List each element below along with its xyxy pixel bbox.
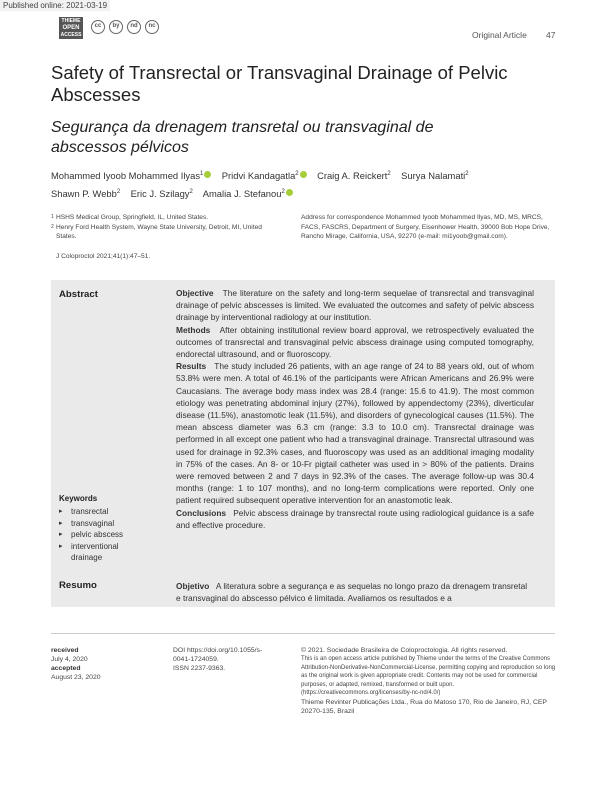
author-list	[51, 166, 561, 202]
logo-line: THIEME	[61, 18, 81, 24]
cc-icon: cc	[91, 20, 105, 34]
journal-reference: J Coloproctol 2021;41(1):47–51.	[56, 253, 151, 260]
author: Pridvi Kandagatla$^2$	[222, 170, 307, 181]
thieme-open-access-logo	[59, 17, 83, 39]
article-title: Safety of Transrectal or Transvaginal Drainage of Pelvic Abscesses	[51, 62, 508, 105]
cc-by-icon: by	[109, 20, 123, 34]
abstract-text	[176, 287, 534, 531]
abstract-section: Methods After obtaining institutional review board approval, we retrospectively evaluated the outcomes of transrectal and transvaginal pelvic abscess drainage using computed tomography, endorectal ultrasound, and or fluoroscopy.	[176, 324, 534, 360]
logo-line: OPEN	[62, 25, 80, 31]
issn: ISSN 2237-9363.	[173, 665, 226, 672]
footer-divider	[51, 633, 555, 634]
keywords-label: Keywords	[59, 494, 98, 503]
keyword: ▸ interventional drainage	[59, 541, 141, 564]
received-date: July 4, 2020	[51, 656, 88, 663]
author: Surya Nalamati$^2$	[401, 170, 469, 182]
abstract-section: Results The study included 26 patients, with an age range of 24 to 88 years old, out of whom 53.8% were men. A total of 46.1% of the participants were African Americans and 26.9% were Caucasians. The average body mass index was 28.4 (range: 15.6 to 41.9). The most common etiology was penetrating abdominal injury (27%), followed by appendectomy (23%), diverticular disease (11.5%), anastomotic leak (11.5%), and disorders of gynecological causes (11.5%). The mean abscess diameter was 6.3 cm (range: 3.3 to 10.0 cm). Transrectal drainage was performed in all except one patient who had a transvaginal drainage. Transrectal ultrasound was used for drainage in 92.3% cases, and fluoroscopy was used as an additional imaging modality in 75% of the cases. An 8- or 10-Fr pigtail catheter was used in > 80% of the patients. Drains were removed between 2 and 7 days in 92.3% of the cases. The average follow-up was 30.4 months (range: 1 to 107 months), and no long-term complications were reported. Only one patient required subsequent operative intervention for an anastomotic leak.	[176, 361, 534, 506]
keyword: ▸ transrectal	[59, 506, 141, 518]
article-subtitle: Segurança da drenagem transretal ou transvaginal de abscessos pélvicos	[51, 119, 434, 156]
resumo-text: Objetivo A literatura sobre a segurança e as sequelas no longo prazo da drenagem transretal e transvaginal do abscesso pélvico é limitada. Avaliamos os resultados e a	[176, 581, 528, 604]
doi-block: DOI https://doi.org/10.1055/s-0041-1724059. ISSN 2237-9363.	[173, 646, 273, 673]
orcid-icon[interactable]	[204, 171, 211, 178]
author: Mohammed Iyoob Mohammed Ilyas$^1$	[51, 170, 211, 181]
orcid-icon[interactable]	[286, 189, 293, 196]
resumo-label: Resumo	[59, 580, 97, 591]
abstract-section: Conclusions Pelvic abscess drainage by transrectal route using radiological guidance is a safe and effective procedure.	[176, 507, 534, 530]
author: Eric J. Szilagy$^2$	[130, 188, 193, 200]
affiliation: HSHS Medical Group, Springfield, IL, United States.	[56, 214, 209, 221]
correspondence: Address for correspondence Mohammed Iyoob Mohammed Ilyas, MD, MS, MRCS, FACS, FASCRS, Department of Surgery, Eisenhower Health, 39000 Bob Hope Drive, Rancho Mirage, California, USA, 92270 (e-mail: mi1yoob@gmail.com).	[301, 214, 550, 240]
section-label: Original Article	[472, 30, 527, 40]
published-date: Published online: 2021-03-19	[0, 0, 110, 11]
page-number: 47	[546, 30, 556, 40]
publisher-address: Thieme Revinter Publicações Ltda., Rua do Matoso 170, Rio de Janeiro, RJ, CEP 20270-135, Brazil	[301, 698, 547, 715]
copyright-block	[301, 646, 556, 716]
copyright: © 2021. Sociedade Brasileira de Coloproctologia. All rights reserved.	[301, 647, 508, 654]
cc-nd-icon: nd	[127, 20, 141, 34]
affiliation: Henry Ford Health System, Wayne State University, Detroit, MI, United States.	[56, 223, 262, 240]
logo-line: ACCESS	[60, 32, 82, 38]
orcid-icon[interactable]	[300, 171, 307, 178]
dates-block: received July 4, 2020 accepted August 23, 2020	[51, 646, 151, 682]
author: Amalia J. Stefanou$^2$	[203, 188, 293, 199]
license-text: This is an open access article published by Thieme under the terms of the Creative Commons Attribution-NonDerivative-NonCommercial-License, permitting copying and reproduction so long as the original work is given appropriate credit. Contents may not be used for commercial purposes, or adapted, remixed, transformed or built upon. (https://creativecommons.org/licenses/by-nc-nd/4.0/)	[301, 656, 556, 696]
accepted-date: August 23, 2020	[51, 674, 101, 681]
author: Shawn P. Webb$^2$	[51, 188, 121, 200]
keywords-list	[59, 506, 141, 564]
abstract-section: Objective The literature on the safety and long-term sequelae of transrectal and transvaginal drainage of pelvic abscesses is limited. We evaluated the outcomes and safety of pelvic abscess drainage by interventional radiology at our institution.	[176, 288, 534, 323]
doi-link[interactable]: https://doi.org/10.1055/s-0041-1724059.	[173, 647, 263, 663]
abstract-label: Abstract	[59, 289, 98, 300]
affiliations: 1 HSHS Medical Group, Springfield, IL, United States. 2 Henry Ford Health System, Wayne State University, Detroit, MI, United States.	[51, 213, 276, 242]
keyword: ▸ transvaginal	[59, 518, 141, 530]
cc-nc-icon: nc	[145, 20, 159, 34]
keyword: ▸ pelvic abscess	[59, 529, 141, 541]
author: Craig A. Reickert$^2$	[317, 170, 391, 182]
